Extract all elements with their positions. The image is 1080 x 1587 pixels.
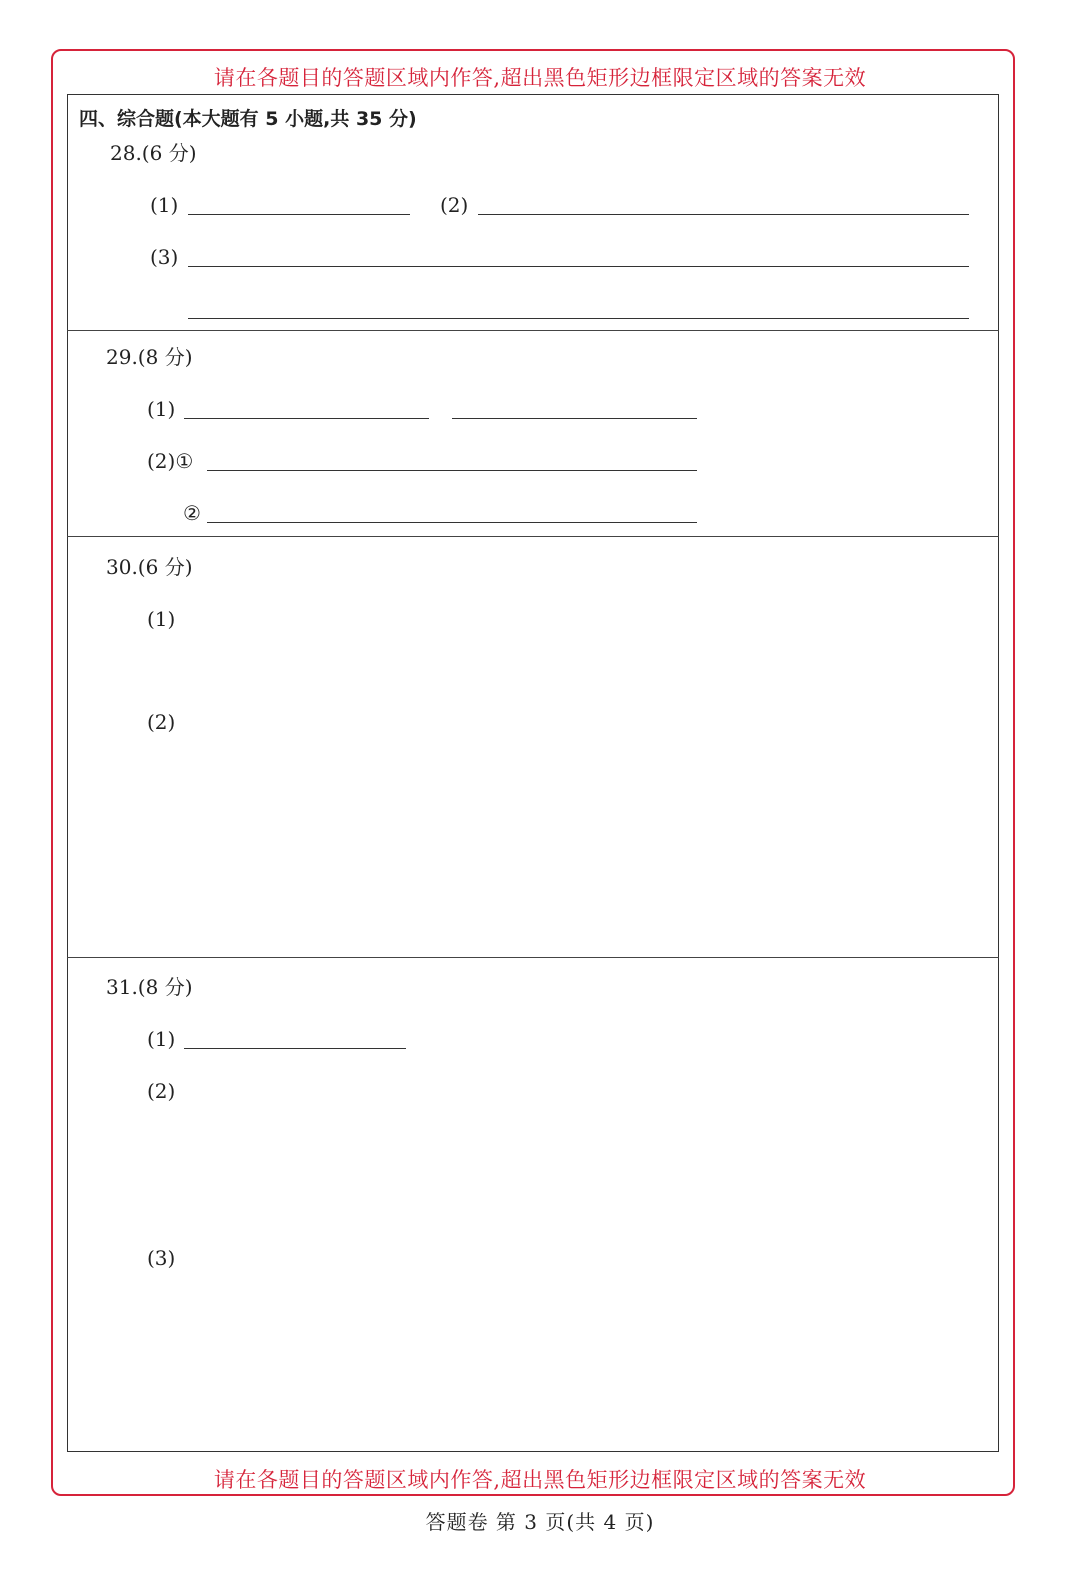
q28-part1-label: (1) xyxy=(150,193,179,217)
q31-part3-label: (3) xyxy=(147,1246,176,1270)
q31-part1-answer-line[interactable] xyxy=(184,1048,406,1049)
q28-part2-answer-line[interactable] xyxy=(478,214,969,215)
q28-part1-answer-line[interactable] xyxy=(188,214,410,215)
q29-part2b-answer-line[interactable] xyxy=(207,522,697,523)
q29-part1-label: (1) xyxy=(147,397,176,421)
q29-part1-answer-line-2[interactable] xyxy=(452,418,697,419)
q29-part2-label: (2)① xyxy=(147,449,194,473)
section-title: 四、综合题(本大题有 5 小题,共 35 分) xyxy=(79,108,417,130)
q30-part1-label: (1) xyxy=(147,607,176,631)
q31-part2-label: (2) xyxy=(147,1079,176,1103)
page-footer: 答题卷 第 3 页(共 4 页) xyxy=(425,1510,655,1534)
q31-title: 31.(8 分) xyxy=(106,975,193,999)
q28-part3-answer-line[interactable] xyxy=(188,266,969,267)
q29-title: 29.(8 分) xyxy=(106,345,193,369)
q28-part3-label: (3) xyxy=(150,245,179,269)
q28-divider xyxy=(67,330,999,331)
top-warning: 请在各题目的答题区域内作答,超出黑色矩形边框限定区域的答案无效 xyxy=(213,66,867,90)
q29-divider xyxy=(67,536,999,537)
q28-part3-answer-line-2[interactable] xyxy=(188,318,969,319)
q30-part2-label: (2) xyxy=(147,710,176,734)
answer-area-border xyxy=(67,94,999,1452)
q30-divider xyxy=(67,957,999,958)
q30-title: 30.(6 分) xyxy=(106,555,193,579)
q28-title: 28.(6 分) xyxy=(110,141,197,165)
q31-part1-label: (1) xyxy=(147,1027,176,1051)
q29-part2b-label: ② xyxy=(183,501,201,525)
q29-part2-answer-line[interactable] xyxy=(207,470,697,471)
bottom-warning: 请在各题目的答题区域内作答,超出黑色矩形边框限定区域的答案无效 xyxy=(213,1468,867,1492)
q29-part1-answer-line[interactable] xyxy=(184,418,429,419)
q28-part2-label: (2) xyxy=(440,193,469,217)
